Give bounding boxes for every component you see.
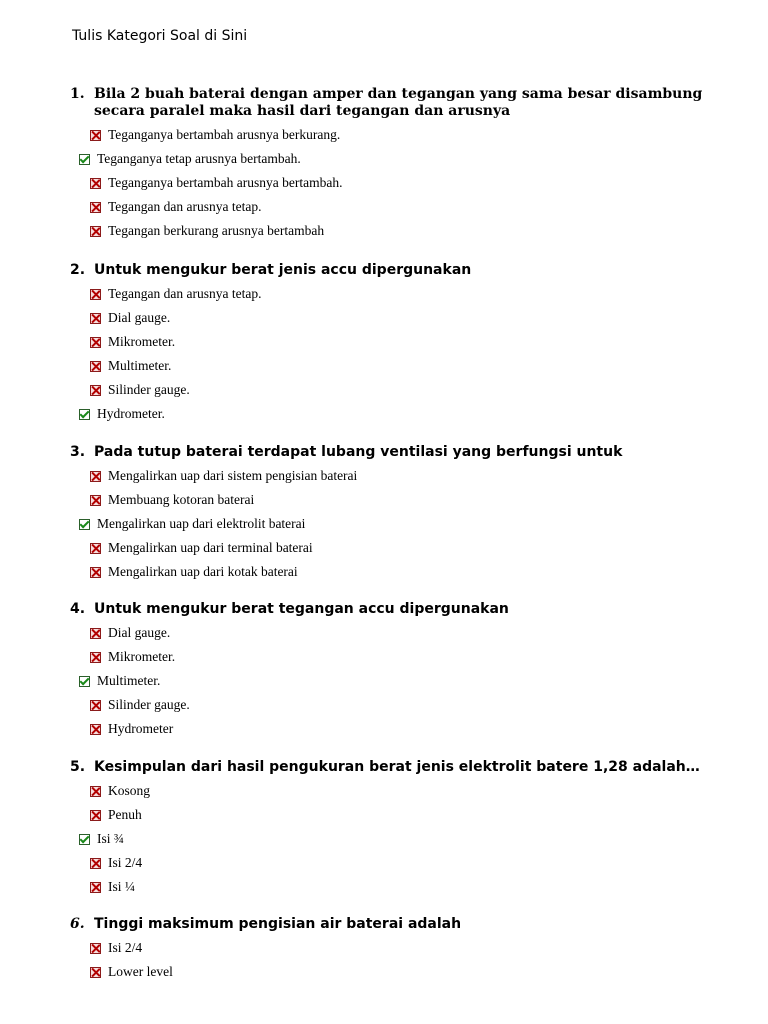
wrong-mark-icon	[90, 226, 101, 237]
option-list	[70, 464, 710, 584]
correct-check-icon	[79, 154, 90, 165]
option-label: Tegangan dan arusnya tetap.	[108, 286, 262, 301]
wrong-mark-icon	[90, 724, 101, 735]
option-label: Isi 2/4	[108, 940, 143, 955]
option-item[interactable]	[70, 827, 710, 851]
option-label: Hydrometer.	[97, 406, 165, 421]
wrong-mark-icon	[90, 786, 101, 797]
option-label: Silinder gauge.	[108, 697, 190, 712]
question-4	[70, 601, 710, 741]
option-label: Mengalirkan uap dari kotak baterai	[108, 564, 298, 579]
option-label: Hydrometer	[108, 721, 174, 736]
option-list	[70, 282, 710, 426]
option-item[interactable]	[70, 875, 710, 899]
option-label: Mikrometer.	[108, 649, 176, 664]
option-label: Multimeter.	[97, 673, 161, 688]
question-header	[70, 601, 710, 618]
option-item[interactable]	[70, 123, 710, 147]
question-6	[70, 916, 710, 984]
category-title: Tulis Kategori Soal di Sini	[72, 28, 248, 44]
option-item[interactable]	[70, 195, 710, 219]
question-text: Pada tutup baterai terdapat lubang ventilasi yang berfungsi untuk	[94, 444, 623, 460]
option-label: Mikrometer.	[108, 334, 176, 349]
option-item[interactable]	[70, 306, 710, 330]
option-item[interactable]	[70, 645, 710, 669]
wrong-mark-icon	[90, 337, 101, 348]
wrong-mark-icon	[90, 471, 101, 482]
question-text: Kesimpulan dari hasil pengukuran berat jenis elektrolit batere 1,28 adalah…	[94, 759, 700, 775]
option-label: Mengalirkan uap dari sistem pengisian baterai	[108, 468, 358, 483]
option-label: Dial gauge.	[108, 625, 171, 640]
option-item[interactable]	[70, 512, 710, 536]
option-item[interactable]	[70, 851, 710, 875]
question-text: Bila 2 buah baterai dengan amper dan tegangan yang sama besar disambung secara paralel maka hasil dari tegangan dan arusnya	[94, 86, 703, 119]
wrong-mark-icon	[90, 652, 101, 663]
option-item[interactable]	[70, 171, 710, 195]
option-label: Penuh	[108, 807, 142, 822]
question-number: 6.	[70, 916, 85, 932]
option-label: Dial gauge.	[108, 310, 171, 325]
wrong-mark-icon	[90, 810, 101, 821]
option-item[interactable]	[70, 803, 710, 827]
question-number: 3.	[70, 444, 86, 460]
option-item[interactable]	[70, 779, 710, 803]
question-number: 1.	[70, 86, 85, 102]
wrong-mark-icon	[90, 700, 101, 711]
correct-check-icon	[79, 676, 90, 687]
wrong-mark-icon	[90, 495, 101, 506]
option-label: Teganganya bertambah arusnya bertambah.	[108, 175, 343, 190]
wrong-mark-icon	[90, 943, 101, 954]
option-item[interactable]	[70, 219, 710, 243]
option-item[interactable]	[70, 560, 710, 584]
question-5	[70, 759, 710, 899]
option-list	[70, 936, 710, 984]
question-header	[70, 759, 710, 776]
wrong-mark-icon	[90, 882, 101, 893]
option-label: Kosong	[108, 783, 151, 798]
option-label: Multimeter.	[108, 358, 172, 373]
question-2	[70, 262, 710, 426]
option-item[interactable]	[70, 488, 710, 512]
wrong-mark-icon	[90, 130, 101, 141]
option-item[interactable]	[70, 330, 710, 354]
wrong-mark-icon	[90, 967, 101, 978]
option-item[interactable]	[70, 936, 710, 960]
wrong-mark-icon	[90, 289, 101, 300]
option-label: Tegangan berkurang arusnya bertambah	[108, 223, 325, 238]
question-header	[70, 86, 710, 120]
question-3	[70, 444, 710, 584]
correct-check-icon	[79, 834, 90, 845]
option-label: Lower level	[108, 964, 173, 979]
option-label: Isi ¼	[108, 879, 135, 894]
option-list	[70, 123, 710, 243]
option-item[interactable]	[70, 147, 710, 171]
question-header	[70, 916, 710, 933]
option-item[interactable]	[70, 717, 710, 741]
option-label: Membuang kotoran baterai	[108, 492, 255, 507]
correct-check-icon	[79, 519, 90, 530]
option-item[interactable]	[70, 354, 710, 378]
question-text: Untuk mengukur berat jenis accu dipergunakan	[94, 262, 472, 278]
option-label: Mengalirkan uap dari terminal baterai	[108, 540, 313, 555]
option-item[interactable]	[70, 378, 710, 402]
question-number: 4.	[70, 601, 86, 617]
question-number: 5.	[70, 759, 86, 775]
wrong-mark-icon	[90, 858, 101, 869]
option-label: Isi ¾	[97, 831, 124, 846]
wrong-mark-icon	[90, 202, 101, 213]
option-item[interactable]	[70, 669, 710, 693]
question-text: Untuk mengukur berat tegangan accu dipergunakan	[94, 601, 509, 617]
option-item[interactable]	[70, 536, 710, 560]
option-label: Teganganya bertambah arusnya berkurang.	[108, 127, 341, 142]
wrong-mark-icon	[90, 628, 101, 639]
correct-check-icon	[79, 409, 90, 420]
option-label: Mengalirkan uap dari elektrolit baterai	[97, 516, 306, 531]
wrong-mark-icon	[90, 313, 101, 324]
option-label: Isi 2/4	[108, 855, 143, 870]
wrong-mark-icon	[90, 178, 101, 189]
option-item[interactable]	[70, 693, 710, 717]
question-number: 2.	[70, 262, 86, 278]
question-header	[70, 444, 710, 461]
option-item[interactable]	[70, 282, 710, 306]
option-item[interactable]	[70, 402, 710, 426]
option-item[interactable]	[70, 960, 710, 984]
question-1	[70, 86, 710, 243]
option-item[interactable]	[70, 464, 710, 488]
option-label: Tegangan dan arusnya tetap.	[108, 199, 262, 214]
option-item[interactable]	[70, 621, 710, 645]
option-list	[70, 621, 710, 741]
wrong-mark-icon	[90, 567, 101, 578]
wrong-mark-icon	[90, 543, 101, 554]
wrong-mark-icon	[90, 361, 101, 372]
option-list	[70, 779, 710, 899]
option-label: Silinder gauge.	[108, 382, 190, 397]
option-label: Teganganya tetap arusnya bertambah.	[97, 151, 301, 166]
question-text: Tinggi maksimum pengisian air baterai adalah	[94, 916, 462, 932]
wrong-mark-icon	[90, 385, 101, 396]
question-header	[70, 262, 710, 279]
